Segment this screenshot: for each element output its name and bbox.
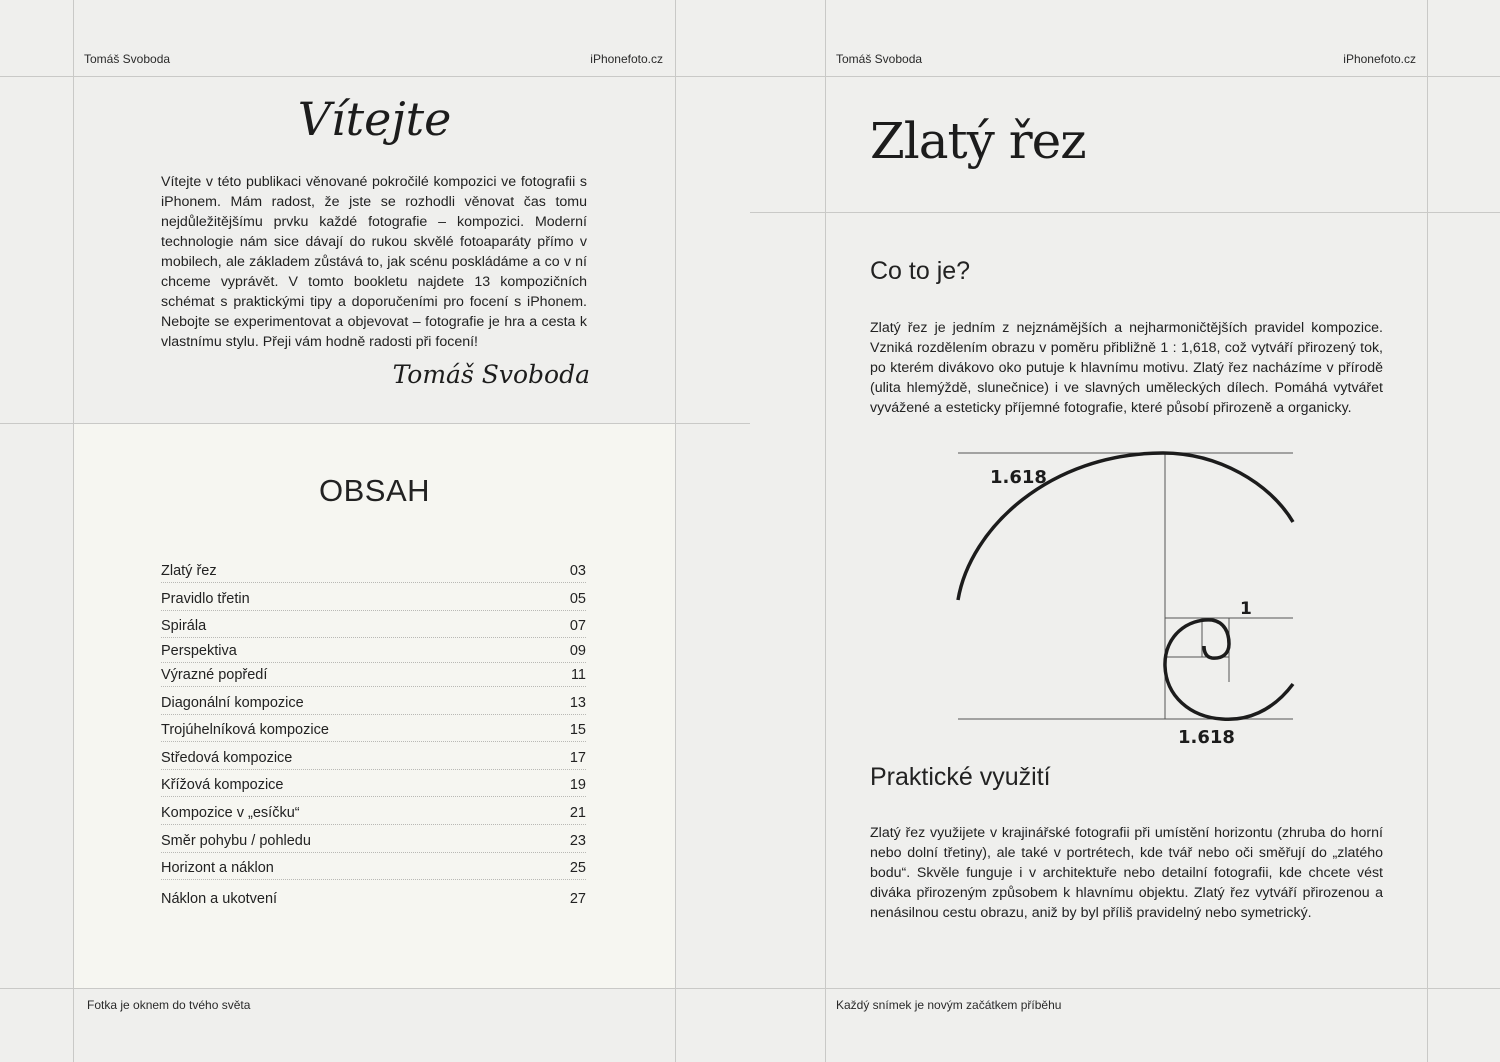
footer-motto: Každý snímek je novým začátkem příběhu — [836, 998, 1062, 1012]
grid-line — [73, 0, 74, 1062]
toc-title: OBSAH — [318, 473, 431, 508]
footer-rule — [0, 988, 1500, 989]
toc-item-label: Středová kompozice — [161, 750, 293, 766]
toc-item-page: 11 — [570, 667, 586, 683]
header-author: Tomáš Svoboda — [84, 52, 171, 66]
toc-item-label: Kompozice v „esíčku“ — [161, 805, 300, 821]
section-heading-what: Co to je? — [870, 257, 971, 285]
header-site: iPhonefoto.cz — [590, 52, 663, 66]
header-site: iPhonefoto.cz — [1343, 52, 1416, 66]
toc-item-page: 27 — [569, 891, 586, 907]
toc-item-label: Směr pohybu / pohledu — [161, 833, 311, 849]
toc-item-page: 09 — [569, 643, 586, 659]
toc-item[interactable] — [161, 562, 586, 583]
golden-ratio-diagram — [950, 448, 1300, 753]
toc-item-label: Zlatý řez — [161, 563, 217, 579]
toc-item-label: Náklon a ukotvení — [161, 891, 278, 907]
toc-item-page: 03 — [569, 563, 586, 579]
toc-item-page: 17 — [569, 750, 586, 766]
section-heading-usage: Praktické využití — [870, 763, 1051, 791]
grid-line — [675, 0, 676, 1062]
footer-motto: Fotka je oknem do tvého světa — [87, 998, 251, 1012]
author-signature: Tomáš Svoboda — [392, 360, 590, 389]
toc-item-page: 19 — [569, 777, 586, 793]
toc-item[interactable] — [161, 832, 586, 853]
toc-item[interactable] — [161, 590, 586, 611]
toc-item-page: 05 — [569, 591, 586, 607]
toc-item-label: Diagonální kompozice — [161, 695, 304, 711]
toc-item-page: 21 — [569, 805, 586, 821]
welcome-title: Vítejte — [297, 92, 452, 146]
diagram-label-bottom: 1.618 — [1178, 727, 1235, 748]
section-text-usage: Zlatý řez využijete v krajinářské fotografii při umístění horizontu (zhruba do horní nebo dolní třetiny), ale také v portrétech, kde tvář nebo oči směřují do „zlatého bodu“. Skvěle funguje i v architektuře nebo detailní fotografii, kde chcete vést diváka přirozeným způsobem k hlavnímu objektu. Zlatý řez vytváří přirozenou a nenásilnou cestu obrazu, aniž by byl příliš pravidelný nebo symetrický. — [870, 825, 1383, 921]
toc-item-label: Pravidlo třetin — [161, 591, 250, 607]
toc-item-label: Křížová kompozice — [161, 777, 284, 793]
toc-item[interactable] — [161, 666, 586, 687]
grid-line — [825, 0, 826, 1062]
section-rule — [0, 423, 750, 424]
toc-item[interactable] — [161, 776, 586, 797]
toc-item-label: Trojúhelníková kompozice — [161, 722, 329, 738]
diagram-label-top: 1.618 — [990, 467, 1047, 488]
header-rule — [0, 76, 1500, 77]
toc-item-page: 23 — [569, 833, 586, 849]
chapter-title: Zlatý řez — [870, 112, 1086, 170]
toc-item-label: Horizont a náklon — [161, 860, 274, 876]
toc-item-page: 07 — [569, 618, 586, 634]
welcome-text: Vítejte v této publikaci věnované pokročilé kompozici ve fotografii s iPhonem. Mám radost, že jste se rozhodli věnovat čas tomu nejdůležitějšímu prvku každé fotografie – kompozici. Moderní technologie nám sice dávají do rukou skvělé fotoaparáty přímo v mobilech, ale základem zůstává to, jak scénu poskládáme a co v ní chceme vyprávět. V tomto bookletu najdete 13 kompozičních schémat s praktickými tipy a doporučeními pro focení s iPhonem. Nebojte se experimentovat a objevovat – fotografie je hra a cesta k vlastnímu stylu. Přeji vám hodně radosti při focení! — [161, 174, 587, 350]
header-author: Tomáš Svoboda — [836, 52, 923, 66]
toc-item-page: 13 — [569, 695, 586, 711]
diagram-label-small: 1 — [1240, 599, 1252, 619]
toc-item[interactable] — [161, 859, 586, 880]
title-rule — [750, 212, 1500, 213]
toc-item-label: Spirála — [161, 618, 207, 634]
toc-item[interactable] — [161, 749, 586, 770]
toc-item-page: 15 — [569, 722, 586, 738]
grid-line — [1427, 0, 1428, 1062]
toc-item[interactable] — [161, 890, 586, 910]
toc-item[interactable] — [161, 804, 586, 825]
toc-item[interactable] — [161, 617, 586, 638]
toc-item[interactable] — [161, 721, 586, 742]
toc-item-label: Výrazné popředí — [161, 667, 268, 683]
toc-item-label: Perspektiva — [161, 643, 237, 659]
toc-item[interactable] — [161, 694, 586, 715]
toc-item-page: 25 — [569, 860, 586, 876]
toc-item[interactable] — [161, 642, 586, 663]
section-text-what: Zlatý řez je jedním z nejznámějších a nejharmoničtějších pravidel kompozice. Vzniká rozdělením obrazu v poměru přibližně 1 : 1,618, což vytváří přirozený tok, po kterém divákovo oko putuje k hlavnímu motivu. Zlatý řez nacházíme v přírodě (ulita hlemýždě, slunečnice) i ve slavných uměleckých dílech. Pomáhá vytvářet vyvážené a esteticky příjemné fotografie, které působí přirozeně a organicky. — [870, 320, 1383, 416]
